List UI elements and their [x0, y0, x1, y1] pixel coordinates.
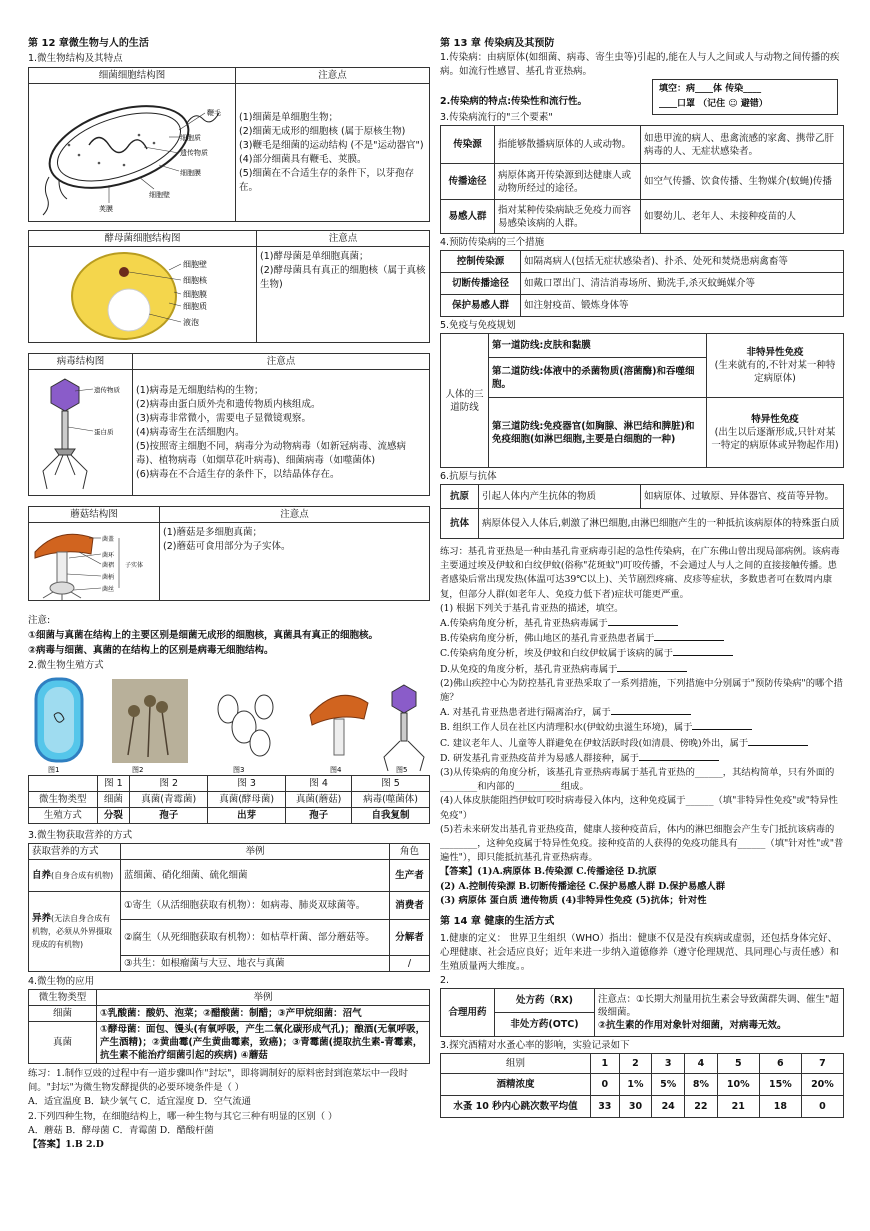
immune-table — [440, 333, 844, 468]
autotroph-example: 蓝细菌、硝化细菌、硫化细菌 — [121, 860, 390, 892]
immune-side: 人体的三道防线 — [441, 334, 489, 468]
nutrition-header: 获取营养的方式 — [29, 844, 121, 860]
virus-note: (4)病毒寄生在活细胞内。 — [136, 426, 245, 438]
exp-header: 5 — [717, 1054, 759, 1074]
exp-conc: 20% — [801, 1074, 843, 1096]
exp-header: 6 — [759, 1054, 801, 1074]
mushroom-note: (1)蘑菇是多细胞真菌； — [163, 527, 262, 538]
question-1d — [440, 662, 844, 677]
yeast-diagram — [29, 248, 255, 342]
mushroom-notes — [160, 523, 430, 601]
app-bacteria-example: ①乳酸菌：酸奶、泡菜；②醋酸菌：制醋；③产甲烷细菌：沼气 — [97, 1006, 430, 1022]
app-fungi-label: 真菌 — [29, 1022, 97, 1064]
yeast-notes — [257, 247, 430, 343]
right-column — [440, 36, 844, 1118]
measure-name: 保护易感人群 — [441, 295, 521, 317]
exp-beat: 30 — [619, 1096, 652, 1118]
mushroom-label-fruiting: 子实体 — [125, 561, 144, 569]
p2-text: 2.传染病的特点:传染性和流行性。 — [440, 96, 588, 107]
yeast-note: (1)酵母菌是单细胞真菌； — [260, 251, 369, 262]
repro-method-cell: 分裂 — [97, 808, 130, 824]
drug-side: 合理用药 — [441, 989, 495, 1037]
repro-type-cell: 真菌(酵母菌) — [208, 792, 286, 808]
immune-line2: 第二道防线:体液中的杀菌物质(溶菌酶)和吞噬细胞。 — [489, 358, 707, 398]
repro-type-cell: 细菌 — [97, 792, 130, 808]
exercise-intro: 练习：基孔肯亚热是一种由基孔肯亚病毒引起的急性传染病，在广东佛山曾出现局部病例。该病毒主要通过埃及伊蚊和白纹伊蚊(俗称"花斑蚊")叮咬传播，不会通过人与人之间的直接接触传播。患者感染后常出现发热(体温可达39℃以上)、关节剧烈疼痛、皮疹等症状，多数患者可在数周内康复，但部分人群(如老年人、免疫力低下者)症状可能更严重。 — [440, 546, 840, 600]
section-4-title: 4.微生物的应用 — [28, 976, 95, 987]
exp-header: 7 — [801, 1054, 843, 1074]
antibody-def: 病原体侵入人体后,刺激了淋巴细胞,由淋巴细胞产生的一种抵抗该病原体的特殊蛋白质 — [479, 509, 844, 539]
heterotroph-role: 分解者 — [390, 920, 430, 956]
repro-method-cell: 孢子 — [130, 808, 208, 824]
left-column — [28, 36, 430, 1152]
element-example: 如患甲流的病人、患禽流感的家禽、携带乙肝病毒的人、无症状感染者。 — [641, 126, 844, 164]
virus-diagram — [29, 371, 131, 495]
app-bacteria-label: 细菌 — [29, 1006, 97, 1022]
immune-line1: 第一道防线:皮肤和黏膜 — [489, 334, 707, 358]
bacteria-label-cytoplasm: 细胞质 — [180, 133, 201, 142]
answer-line: (2) A.控制传染源 B.切断传播途径 C.保护易感人群 D.保护易感人群 — [440, 880, 726, 892]
element-name: 传染源 — [441, 126, 495, 164]
question-1: (1) 根据下列关于基孔肯亚热的描述，填空。 — [440, 602, 624, 614]
section-3-title: 3.微生物获取营养的方式 — [28, 830, 133, 841]
three-elements-table — [440, 125, 844, 234]
p3-text: 3.传染病流行的"三个要素" — [440, 112, 553, 123]
yeast-fig-header: 酵母菌细胞结构图 — [29, 231, 257, 247]
drug-table — [440, 988, 844, 1037]
element-example: 如空气传播、饮食传播、生物媒介(蚊蝇)传播 — [641, 164, 844, 200]
q2a-text: A. 对基孔肯亚热患者进行隔离治疗，属于 — [440, 707, 611, 719]
exercise-line: 2.下列四种生物，在细胞结构上，哪一种生物与其它三种有明显的区别（ ） — [28, 1110, 338, 1122]
question-2a — [440, 705, 844, 720]
figure-caption: 图4 — [330, 766, 342, 774]
bacteria-note: (4)部分细菌具有鞭毛、荚膜。 — [239, 153, 367, 165]
bacteria-label-membrane: 细胞膜 — [180, 168, 201, 177]
virus-note: (3)病毒非常微小，需要电子显微镜观察。 — [136, 412, 311, 424]
answer-line: (3) 病原体 蛋白质 遗传物质 (4)非特异性免疫 (5)抗体；针对性 — [440, 894, 707, 906]
answer-blank[interactable] — [617, 662, 687, 672]
yeast-note: (2)酵母菌具有真正的细胞核（属于真核生物) — [260, 265, 426, 290]
virus-label-protein: 蛋白质 — [94, 427, 114, 436]
heterotroph-row: ③共生：如根瘤菌与大豆、地衣与真菌 — [121, 956, 390, 972]
exp-conc: 5% — [652, 1074, 685, 1096]
specific-cell — [707, 398, 844, 468]
bacteria-notes — [236, 84, 430, 222]
question-2: (2)佛山疾控中心为防控基孔肯亚热采取了一系列措施，下列措施中分别属于"预防传染病"的哪个措施？ — [440, 677, 843, 704]
application-table — [28, 989, 430, 1064]
element-example: 如婴幼儿、老年人、未接种疫苗的人 — [641, 200, 844, 234]
element-name: 传播途径 — [441, 164, 495, 200]
drug-otc: 非处方药(OTC) — [495, 1013, 595, 1037]
answer-blank[interactable] — [748, 736, 808, 746]
q1d-text: D.从免疫的角度分析，基孔肯亚热病毒属于 — [440, 663, 618, 675]
chapter-14-title: 第 14 章 健康的生活方式 — [440, 916, 555, 928]
repro-method-cell: 生殖方式 — [29, 808, 98, 824]
fill-blank-line: ____口罩 （记住 ☺ 避错） — [659, 99, 768, 109]
heterotroph-role: 消费者 — [390, 892, 430, 920]
antigen-table — [440, 484, 844, 539]
experiment-title: 3.探究酒精对水蚤心率的影响，实验记录如下 — [440, 1040, 630, 1052]
measure-name: 切断传播途径 — [441, 273, 521, 295]
exp-beat: 22 — [685, 1096, 718, 1118]
exp-beat: 33 — [591, 1096, 620, 1118]
autotroph-note: (自身合成有机物) — [51, 871, 114, 880]
repro-header-cell: 图 2 — [130, 776, 208, 792]
virus-note: (5)按照寄主细胞不同，病毒分为动物病毒（如新冠病毒、流感病毒)、植物病毒（如烟草花叶病毒)、细菌病毒（如噬菌体) — [136, 440, 406, 466]
repro-method-cell: 孢子 — [286, 808, 352, 824]
answer-blank[interactable] — [654, 631, 724, 641]
yeast-table — [28, 230, 430, 343]
yeast-label-wall: 细胞壁 — [183, 259, 207, 269]
repro-type-cell: 真菌(蘑菇) — [286, 792, 352, 808]
figure-caption: 图3 — [233, 766, 245, 774]
virus-table — [28, 353, 430, 496]
heterotroph-note: (无法自身合成有机物，必须从外界摄取现成的有机物) — [32, 914, 112, 949]
element-name: 易感人群 — [441, 200, 495, 234]
repro-method-cell: 出芽 — [208, 808, 286, 824]
question-5: (5)若未来研发出基孔肯亚热疫苗，健康人接种疫苗后，体内的淋巴细胞会产生专门抵抗该病毒的________，这种免疫属于特异性免疫。接种疫苗的人获得的免疫功能具有______（填"针对性"或"普遍性"），即只能抵抗基孔肯亚热病毒。 — [440, 823, 844, 864]
exp-beat: 0 — [801, 1096, 843, 1118]
chapter-13-title: 第 13 章 传染病及其预防 — [440, 38, 555, 49]
app-header: 举例 — [97, 990, 430, 1006]
mushroom-note: (2)蘑菇可食用部分为子实体。 — [163, 541, 291, 552]
autotroph-label: 自养 — [32, 870, 52, 881]
reproduction-table — [28, 775, 430, 824]
heterotroph-row: ①寄生（从活细胞获取有机物）：如病毒、肺炎双球菌等。 — [121, 892, 390, 920]
q2c-text: C. 建议老年人、儿童等人群避免在伊蚊活跃时段(如清晨、傍晚)外出，属于 — [440, 737, 749, 749]
mushroom-figure-cell — [29, 523, 160, 601]
fill-blank-box — [652, 79, 838, 115]
heterotroph-role: / — [390, 956, 430, 972]
heterotroph-label: 异养 — [32, 913, 52, 924]
repro-header-cell: 图 1 — [97, 776, 130, 792]
fill-blank-line: 填空：病____体 传染____ — [659, 84, 762, 94]
answer-blank[interactable] — [608, 616, 678, 626]
bacteria-label-wall: 细胞壁 — [149, 190, 170, 199]
specific-desc: (出生以后逐渐形成,只针对某一特定的病原体或异物起作用) — [711, 427, 839, 451]
element-def: 指对某种传染病缺乏免疫力而容易感染该病的人群。 — [495, 200, 641, 234]
exp-beat: 21 — [717, 1096, 759, 1118]
virus-note: (2)病毒由蛋白质外壳和遗传物质内核组成。 — [136, 398, 321, 410]
repro-type-cell: 微生物类型 — [29, 792, 98, 808]
q1b-text: B.传染病角度分析，佛山地区的基孔肯亚热患者属于 — [440, 633, 655, 645]
answer-line: 【答案】(1)A.病原体 B.传染源 C.传播途径 D.抗原 — [440, 866, 657, 878]
bacteria-figure-cell — [29, 84, 236, 222]
exp-beat: 18 — [759, 1096, 801, 1118]
question-2c — [440, 736, 844, 751]
heterotroph-cell — [29, 892, 121, 972]
measure-name: 控制传染源 — [441, 251, 521, 273]
chapter-12-title: 第 12 章微生物与人的生活 — [28, 38, 149, 49]
p5-text: 5.免疫与免疫规划 — [440, 320, 516, 331]
virus-note: (1)病毒是无细胞结构的生物； — [136, 384, 264, 396]
bacteria-note: (1)细菌是单细胞生物； — [239, 111, 338, 123]
bacteria-label-flagellum: 鞭毛 — [207, 108, 221, 117]
repro-type-cell: 病毒(噬菌体) — [352, 792, 430, 808]
bacteria-note-header: 注意点 — [236, 68, 430, 84]
section-1-title: 1.微生物结构及其特点 — [28, 53, 123, 64]
virus-figure-cell — [29, 370, 133, 496]
question-1a — [440, 616, 844, 631]
yeast-label-vacuole: 液泡 — [183, 317, 199, 327]
question-2b — [440, 720, 844, 735]
yeast-label-membrane: 细胞膜 — [183, 289, 207, 299]
drug-note-2: ②抗生素的作用对象针对细菌，对病毒无效。 — [598, 1020, 787, 1032]
app-header: 微生物类型 — [29, 990, 97, 1006]
repro-header-cell: 图 5 — [352, 776, 430, 792]
answer-blank[interactable] — [673, 646, 733, 656]
nutrition-table — [28, 843, 430, 972]
answer-blank[interactable] — [611, 705, 691, 715]
mushroom-fig-header: 蘑菇结构图 — [29, 507, 160, 523]
virus-fig-header: 病毒结构图 — [29, 354, 133, 370]
nonspecific-cell — [707, 334, 844, 398]
specific-title: 特异性免疫 — [751, 414, 799, 425]
mushroom-label-ring: 菌环 — [102, 551, 115, 559]
mushroom-diagram — [29, 524, 158, 600]
measure-example: 如戴口罩出门、清洁消毒场所、勤洗手,杀灭蚊蝇媒介等 — [521, 273, 844, 295]
mushroom-table — [28, 506, 430, 601]
question-4: (4)人体皮肤能阻挡伊蚊叮咬时病毒侵入体内，这种免疫属于______（填"非特异性免疫"或"特异性免疫"） — [440, 795, 838, 821]
bacteria-fig-header: 细菌细胞结构图 — [29, 68, 236, 84]
figure-caption: 图2 — [132, 766, 144, 774]
app-fungi-example: ①酵母菌：面包、馒头(有氧呼吸，产生二氧化碳形成气孔)；酿酒(无氧呼吸，产生酒精)；②黄曲霉(产生黄曲霉素，致癌)；③青霉菌(提取抗生素-青霉素，抗生素不能治疗细菌引起的疾病) ④蘑菇 — [97, 1022, 430, 1064]
attention-line: ①细菌与真菌在结构上的主要区别是细菌无成形的细胞核，真菌具有真正的细胞核。 — [28, 630, 379, 641]
question-1b — [440, 631, 844, 646]
q2b-text: B. 组织工作人员在社区内清理积水(伊蚊幼虫滋生环境)，属于 — [440, 722, 693, 734]
yeast-note-header: 注意点 — [257, 231, 430, 247]
reproduction-diagram — [28, 675, 430, 775]
antibody-name: 抗体 — [441, 509, 479, 539]
answer-blank[interactable] — [639, 751, 719, 761]
drug-note-cell — [595, 989, 844, 1037]
element-def: 病原体离开传染源到达健康人或动物所经过的途径。 — [495, 164, 641, 200]
autotroph-role: 生产者 — [390, 860, 430, 892]
exp-header: 组别 — [441, 1054, 591, 1074]
yeast-label-nucleus: 细胞核 — [183, 275, 207, 285]
exercise-line: 练习：1.制作豆豉的过程中有一道步骤叫作"封坛"，即将调制好的原料密封到泡菜坛中一段时间。"封坛"为微生物发酵提供的必要环境条件是（ ） — [28, 1068, 409, 1094]
exp-header: 3 — [652, 1054, 685, 1074]
antigen-name: 抗原 — [441, 485, 479, 509]
mushroom-label-cap: 菌盖 — [102, 535, 115, 543]
figure-caption: 图5 — [396, 766, 408, 774]
yeast-figure-cell — [29, 247, 257, 343]
figure-caption: 图1 — [48, 766, 60, 774]
q1a-text: A.传染病角度分析，基孔肯亚热病毒属于 — [440, 618, 608, 630]
p2-block — [440, 79, 844, 109]
yeast-label-cytoplasm: 细胞质 — [183, 301, 207, 311]
mushroom-label-gills: 菌褶 — [102, 561, 115, 569]
bacteria-label-genetic-material: 遗传物质 — [180, 148, 208, 157]
bacteria-table — [28, 67, 430, 222]
mushroom-label-hyphae: 菌丝 — [102, 585, 115, 593]
experiment-table — [440, 1053, 844, 1118]
attention-line: ②病毒与细菌、真菌的在结构上的区别是病毒无细胞结构。 — [28, 645, 274, 656]
p1-block — [440, 51, 844, 79]
repro-header-cell: 图 4 — [286, 776, 352, 792]
exp-header: 1 — [591, 1054, 620, 1074]
nonspecific-title: 非特异性免疫 — [746, 347, 804, 358]
exp-header: 4 — [685, 1054, 718, 1074]
antigen-example: 如病原体、过敏原、异体器官、疫苗等异物。 — [641, 485, 844, 509]
q1c-text: C.传染病角度分析，埃及伊蚊和白纹伊蚊属于该病的属于 — [440, 648, 673, 660]
drug-rx: 处方药（RX) — [495, 989, 595, 1013]
p1-text: 1.传染病：由病原体(如细菌、病毒、寄生虫等)引起的,能在人与人之间或人与动物之间传播的疾病。如流行性感冒、基孔肯亚热病。 — [440, 52, 840, 77]
question-1c — [440, 646, 844, 661]
repro-type-cell: 真菌(青霉菌) — [130, 792, 208, 808]
exp-conc: 10% — [717, 1074, 759, 1096]
section-2-title: 2.微生物生殖方式 — [28, 660, 104, 671]
exp-beat: 24 — [652, 1096, 685, 1118]
virus-notes — [133, 370, 430, 496]
q2d-text: D. 研发基孔肯亚热疫苗并为易感人群接种，属于 — [440, 752, 639, 764]
attention-title: 注意: — [28, 615, 51, 626]
health-definition: 1.健康的定义： 世界卫生组织（WHO）指出：健康不仅是没有疾病或虚弱，还包括身体完好、心理健康、社会适应良好；近年来进一步纳入道德修养（遵守伦理规范、具同理心与责任感）和生殖质量两大维度。。 — [440, 933, 840, 973]
health-item-2: 2. — [440, 975, 450, 987]
exp-beat: 水蚤 10 秒内心跳次数平均值 — [441, 1096, 591, 1118]
exp-conc: 0 — [591, 1074, 620, 1096]
exercise-line: A．适宜温度 B．缺少氧气 C．适宜湿度 D．空气流通 — [28, 1096, 251, 1108]
nonspecific-desc: (生来就有的,不针对某一种特定病原体) — [714, 360, 836, 384]
measures-table — [440, 250, 844, 317]
bacteria-label-capsule: 荚膜 — [99, 204, 113, 213]
repro-header-cell — [29, 776, 98, 792]
mushroom-label-stem: 菌柄 — [102, 573, 115, 581]
exercise-line: A．蘑菇 B．酵母菌 C．青霉菌 D．醋酸杆菌 — [28, 1124, 214, 1136]
nutrition-header: 举例 — [121, 844, 390, 860]
measure-example: 如注射疫苗、锻炼身体等 — [521, 295, 844, 317]
mushroom-note-header: 注意点 — [160, 507, 430, 523]
exp-conc: 酒精浓度 — [441, 1074, 591, 1096]
bacteria-note: (5)细菌在不合适生存的条件下，以芽孢存在。 — [239, 167, 414, 193]
repro-method-cell: 自我复制 — [352, 808, 430, 824]
answer-blank[interactable] — [692, 720, 752, 730]
drug-note: 注意点：①长期大剂量用抗生素会导致菌群失调、催生"超级细菌。 — [598, 994, 839, 1019]
virus-label-genetic: 遗传物质 — [94, 385, 120, 394]
antigen-def: 引起人体内产生抗体的物质 — [479, 485, 641, 509]
nutrition-header: 角色 — [390, 844, 430, 860]
exp-conc: 8% — [685, 1074, 718, 1096]
exp-conc: 1% — [619, 1074, 652, 1096]
p6-text: 6.抗原与抗体 — [440, 471, 497, 482]
immune-line3: 第三道防线:免疫器官(如胸腺、淋巴结和脾脏)和免疫细胞(如淋巴细胞,主要是白细胞的一种) — [489, 398, 707, 468]
element-def: 指能够散播病原体的人或动物。 — [495, 126, 641, 164]
exp-header: 2 — [619, 1054, 652, 1074]
virus-note-header: 注意点 — [133, 354, 430, 370]
exp-conc: 15% — [759, 1074, 801, 1096]
exercise-answer: 【答案】1.B 2.D — [28, 1139, 104, 1151]
autotroph-cell — [29, 860, 121, 892]
question-2d — [440, 751, 844, 766]
heterotroph-row: ②腐生（从死细胞获取有机物）：如枯草杆菌、部分蘑菇等。 — [121, 920, 390, 956]
repro-header-cell: 图 3 — [208, 776, 286, 792]
bacteria-note: (3)鞭毛是细菌的运动结构 (不是"运动器官") — [239, 139, 424, 151]
bacteria-diagram — [29, 85, 234, 221]
virus-note: (6)病毒在不合适生存的条件下，以结晶体存在。 — [136, 468, 340, 480]
measure-example: 如隔离病人(包括无症状感染者)、扑杀、处死和焚烧患病禽畜等 — [521, 251, 844, 273]
p4-text: 4.预防传染病的三个措施 — [440, 237, 545, 248]
question-3: (3)从传染病的角度分析，该基孔肯亚热病毒属于基孔肯亚热的______，其结构简单，只有外面的________和内部的__________组成。 — [440, 767, 835, 793]
bacteria-note: (2)细菌无成形的细胞核 (属于原核生物) — [239, 125, 406, 137]
reproduction-figures — [28, 675, 430, 775]
